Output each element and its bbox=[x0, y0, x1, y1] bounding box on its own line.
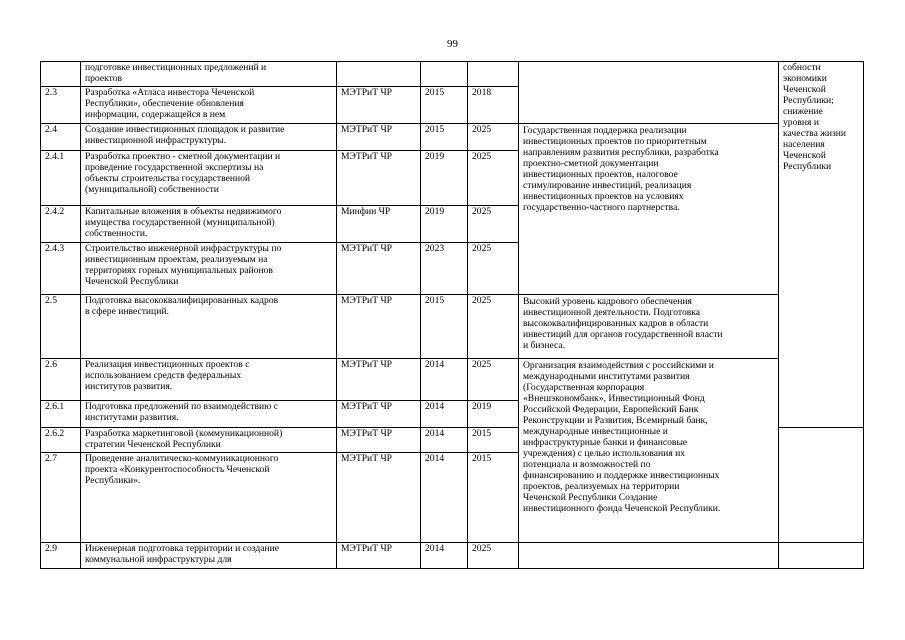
indicator-text: собности экономики Чеченской Республики; снижение уровня и качества жизни населения Чеченской Республики bbox=[783, 62, 847, 172]
cell-num: 2.6.1 bbox=[45, 401, 65, 412]
cell-exec: МЭТРиТ ЧР bbox=[341, 428, 393, 439]
col-line bbox=[778, 61, 779, 569]
col-line bbox=[420, 61, 421, 569]
result-block: Государственная поддержка реализации инвестиционных проектов по приоритетным направлениям развития республики, разработка проектно-сметной документации инвестиционных проектов, налоговое стимулирование инвестиций, реализация инвестиционных проектов на условиях государственно-частного партнерства. bbox=[523, 125, 719, 213]
cell-exec: МЭТРиТ ЧР bbox=[341, 359, 393, 370]
cell-start: 2014 bbox=[425, 543, 445, 554]
cell-name: Капитальные вложения в объекты недвижимого имущества государственной (муниципальной) собственности. bbox=[85, 206, 282, 239]
row-line bbox=[778, 427, 863, 428]
cell-name: Инженерная подготовка территории и создание коммунальной инфраструктуры для bbox=[85, 543, 280, 565]
cell-num: 2.4 bbox=[45, 124, 57, 135]
cell-num: 2.5 bbox=[45, 295, 57, 306]
cell-end: 2018 bbox=[472, 87, 492, 98]
cell-num: 2.6.2 bbox=[45, 428, 65, 439]
cell-exec: МЭТРиТ ЧР bbox=[341, 124, 393, 135]
cell-name: Разработка маркетинговой (коммуникационной) стратегии Чеченской Республики bbox=[85, 428, 283, 450]
col-line bbox=[467, 61, 468, 569]
cell-name: Реализация инвестиционных проектов с использованием средств федеральных институтов развития. bbox=[85, 359, 250, 392]
cell-end: 2025 bbox=[472, 206, 492, 217]
cell-end: 2015 bbox=[472, 428, 492, 439]
cell-exec: МЭТРиТ ЧР bbox=[341, 543, 393, 554]
page-number: 99 bbox=[447, 38, 458, 50]
cell-end: 2025 bbox=[472, 543, 492, 554]
cell-name: Разработка «Атласа инвестора Чеченской Республики», обеспечение обновления информации, содержащейся в нем bbox=[85, 87, 255, 120]
bottom-border bbox=[40, 568, 863, 569]
cell-exec: МЭТРиТ ЧР bbox=[341, 151, 393, 162]
cell-name: Проведение аналитическо-коммуникационного проекта «Конкурентоспособность Чеченской Республики». bbox=[85, 453, 279, 486]
cell-exec: МЭТРиТ ЧР bbox=[341, 87, 393, 98]
cell-name: подготовке инвестиционных предложений и проектов bbox=[85, 62, 267, 84]
cell-end: 2015 bbox=[472, 453, 492, 464]
cell-name: Создание инвестиционных площадок и развитие инвестиционной инфраструктуры. bbox=[85, 124, 285, 146]
cell-exec: МЭТРиТ ЧР bbox=[341, 243, 393, 254]
cell-end: 2025 bbox=[472, 124, 492, 135]
cell-start: 2023 bbox=[425, 243, 445, 254]
cell-end: 2025 bbox=[472, 243, 492, 254]
cell-exec: Минфин ЧР bbox=[341, 206, 391, 217]
cell-start: 2019 bbox=[425, 151, 445, 162]
result-block: Организация взаимодействия с российскими и международными институтами развития (Государственная корпорация «Внешэкономбанк», Инвестиционный Фонд Российской Федерации, Европейский Банк Реконструкции и Развития, Всемирный банк, международные инвестиционные и инфраструктурные банки и финансовые учреждения) с целью использования их потенциала и возможностей по финансированию и поддержке инвестиционных проектов, реализуемых на территории Чеченской Республики Создание инвестиционного фонда Чеченской Республики. bbox=[523, 360, 721, 514]
col-line bbox=[40, 61, 41, 569]
cell-name: Подготовка предложений по взаимодействию с институтами развития. bbox=[85, 401, 278, 423]
cell-end: 2025 bbox=[472, 151, 492, 162]
cell-end: 2025 bbox=[472, 359, 492, 370]
cell-num: 2.6 bbox=[45, 359, 57, 370]
col-line bbox=[518, 61, 519, 569]
cell-name: Строительство инженерной инфраструктуры по инвестиционным проектам, реализуемым на территориях горных муниципальных районов Чеченской Республики bbox=[85, 243, 282, 287]
cell-num: 2.4.2 bbox=[45, 206, 65, 217]
cell-exec: МЭТРиТ ЧР bbox=[341, 453, 393, 464]
col-line bbox=[863, 61, 864, 569]
cell-num: 2.7 bbox=[45, 453, 57, 464]
cell-start: 2015 bbox=[425, 124, 445, 135]
cell-end: 2019 bbox=[472, 401, 492, 412]
col-line bbox=[336, 61, 337, 569]
cell-start: 2015 bbox=[425, 295, 445, 306]
cell-num: 2.3 bbox=[45, 87, 57, 98]
cell-num: 2.4.3 bbox=[45, 243, 65, 254]
cell-start: 2014 bbox=[425, 453, 445, 464]
cell-name: Подготовка высококвалифицированных кадров в сфере инвестиций. bbox=[85, 295, 279, 317]
cell-exec: МЭТРиТ ЧР bbox=[341, 401, 393, 412]
cell-start: 2019 bbox=[425, 206, 445, 217]
cell-num: 2.4.1 bbox=[45, 151, 65, 162]
cell-end: 2025 bbox=[472, 295, 492, 306]
cell-start: 2015 bbox=[425, 87, 445, 98]
cell-start: 2014 bbox=[425, 359, 445, 370]
col-line bbox=[80, 61, 81, 569]
result-block: Высокий уровень кадрового обеспечения инвестиционной деятельности. Подготовка высококвалифицированных кадров в области инвестиций для органов государственной власти и бизнеса. bbox=[523, 296, 723, 351]
cell-num: 2.9 bbox=[45, 543, 57, 554]
cell-exec: МЭТРиТ ЧР bbox=[341, 295, 393, 306]
cell-start: 2014 bbox=[425, 428, 445, 439]
cell-name: Разработка проектно - сметной документации и проведение государственной экспертизы на объекты строительства государственной (муниципальной) собственности bbox=[85, 151, 281, 195]
cell-start: 2014 bbox=[425, 401, 445, 412]
